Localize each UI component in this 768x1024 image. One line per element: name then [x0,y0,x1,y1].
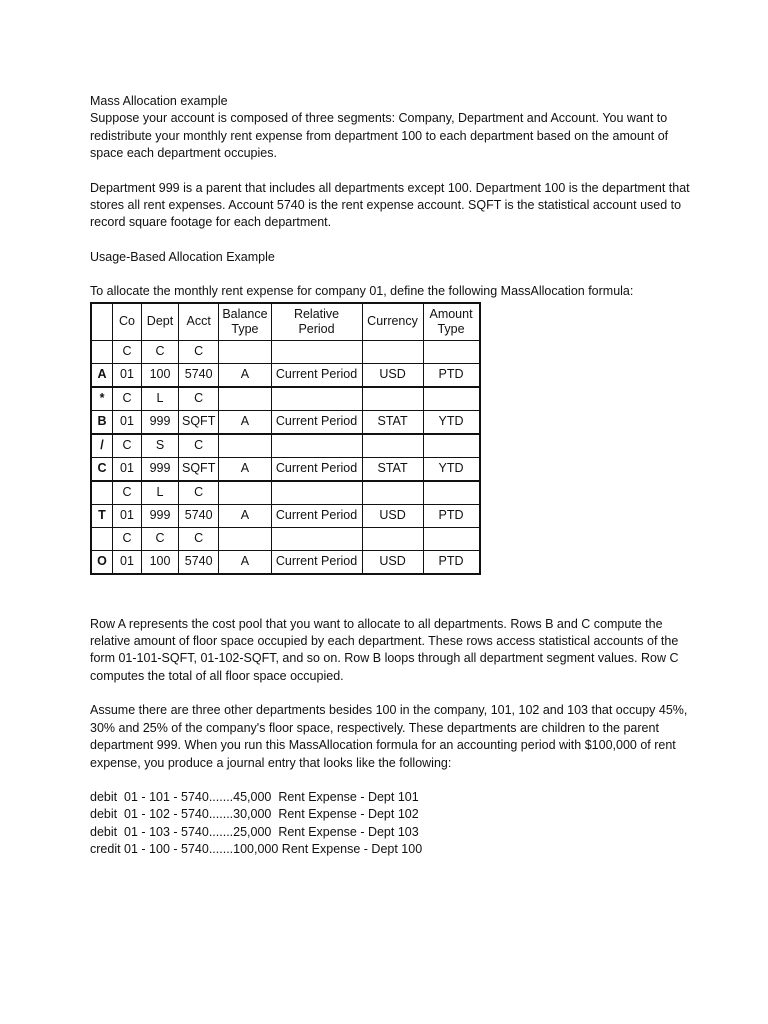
table-cell [362,387,423,411]
table-cell: PTD [423,550,480,574]
journal-entry: debit 01 - 103 - 5740.......25,000 Rent Expense - Dept 103 [90,824,419,839]
table-cell: 999 [142,410,179,434]
table-row [91,363,480,387]
table-cell [271,340,362,363]
header-cell: Co [113,303,142,341]
department-paragraph: Department 999 is a parent that includes all departments except 100. Department 100 is the department that stores all rent expenses. Account 5740 is the rent expense account. SQFT is the statistical account used to record square footage for each department. [90,180,690,230]
table-cell: 01 [113,363,142,387]
table-cell: 5740 [179,363,219,387]
table-cell: STAT [362,457,423,481]
document-title: Mass Allocation example [90,94,228,108]
table-cell: C [113,434,142,458]
table-cell [219,527,271,550]
table-cell [271,527,362,550]
table-cell: Current Period [271,457,362,481]
table-cell [271,434,362,458]
table-cell [271,387,362,411]
table-cell: L [142,481,179,505]
table-cell: C [179,527,219,550]
table-cell: 01 [113,457,142,481]
journal-entry: credit 01 - 100 - 5740.......100,000 Rent Expense - Dept 100 [90,842,423,857]
row-label-cell: C [91,457,113,481]
table-row [91,340,480,363]
table-cell: STAT [362,410,423,434]
table-row [91,387,480,411]
table-cell: C [113,481,142,505]
table-cell [219,340,271,363]
table-cell: YTD [423,410,480,434]
table-cell: YTD [423,457,480,481]
table-cell: A [219,363,271,387]
journal-entry: debit 01 - 101 - 5740.......45,000 Rent Expense - Dept 101 [90,789,419,804]
table-cell: A [219,504,271,527]
journal-entries [90,789,690,859]
table-row [91,410,480,434]
table-cell: PTD [423,363,480,387]
table-cell: Current Period [271,410,362,434]
row-label-cell: O [91,550,113,574]
table-row [91,504,480,527]
table-cell: C [179,387,219,411]
row-explanation-paragraph: Row A represents the cost pool that you want to allocate to all departments. Rows B and C compute the relative amount of floor space occupied by each department. These rows access statistical accounts of the form 01-101-SQFT, 01-102-SQFT, and so on. Row B loops through all department segment values. Row C computes the total of all floor space occupied. [90,616,679,683]
table-cell: USD [362,363,423,387]
table-row [91,527,480,550]
journal-entry: debit 01 - 102 - 5740.......30,000 Rent Expense - Dept 102 [90,807,419,822]
row-label-cell: T [91,504,113,527]
row-label-cell [91,481,113,505]
row-label-cell: * [91,387,113,411]
table-cell: 01 [113,410,142,434]
row-label-cell: A [91,363,113,387]
table-cell: Current Period [271,550,362,574]
table-cell [362,434,423,458]
table-row [91,481,480,505]
header-cell: Relative Period [271,303,362,341]
table-cell: C [113,527,142,550]
row-label-cell: B [91,410,113,434]
header-cell [91,303,113,341]
table-header-row [91,303,480,341]
table-cell [362,340,423,363]
table-cell: C [142,340,179,363]
header-cell: Acct [179,303,219,341]
header-cell: Balance Type [219,303,271,341]
table-cell: 01 [113,504,142,527]
table-cell: S [142,434,179,458]
header-cell: Amount Type [423,303,480,341]
header-cell: Currency [362,303,423,341]
table-cell: USD [362,504,423,527]
document-page [90,93,690,859]
table-row [91,434,480,458]
table-cell: L [142,387,179,411]
table-cell: PTD [423,504,480,527]
table-cell: C [179,481,219,505]
table-cell: USD [362,550,423,574]
intro-paragraph: Suppose your account is composed of three segments: Company, Department and Account. You want to redistribute your monthly rent expense from department 100 to each department based on the amount of space each department occupies. [90,111,669,161]
table-row [91,550,480,574]
table-cell: C [179,434,219,458]
header-cell: Dept [142,303,179,341]
table-cell: A [219,457,271,481]
table-cell: 999 [142,504,179,527]
table-cell [219,387,271,411]
table-cell: 100 [142,550,179,574]
table-cell: 100 [142,363,179,387]
table-cell: Current Period [271,363,362,387]
table-cell [423,387,480,411]
row-label-cell: / [91,434,113,458]
table-cell [423,340,480,363]
table-cell: C [113,340,142,363]
table-cell: SQFT [179,410,219,434]
table-cell: A [219,550,271,574]
table-cell: SQFT [179,457,219,481]
table-row [91,457,480,481]
table-cell: C [142,527,179,550]
section-subheading: Usage-Based Allocation Example [90,249,275,264]
formula-intro: To allocate the monthly rent expense for company 01, define the following MassAllocation formula: [90,284,634,299]
table-cell: Current Period [271,504,362,527]
table-cell [219,481,271,505]
row-label-cell [91,340,113,363]
table-cell [362,481,423,505]
assumption-paragraph: Assume there are three other departments besides 100 in the company, 101, 102 and 103 that occupy 45%, 30% and 25% of the company's floor space, respectively. These departments are children to the parent department 999. When you run this MassAllocation formula for an accounting period with $100,000 of rent expense, you produce a journal entry that looks like the following: [90,703,688,770]
table-cell: 5740 [179,550,219,574]
table-cell: 5740 [179,504,219,527]
row-label-cell [91,527,113,550]
table-cell: C [113,387,142,411]
table-cell [271,481,362,505]
table-cell [423,434,480,458]
table-cell: 999 [142,457,179,481]
table-cell [362,527,423,550]
table-cell: C [179,340,219,363]
massallocation-formula-table [90,302,481,575]
table-cell: 01 [113,550,142,574]
table-cell [423,527,480,550]
table-cell: A [219,410,271,434]
table-cell [219,434,271,458]
table-cell [423,481,480,505]
